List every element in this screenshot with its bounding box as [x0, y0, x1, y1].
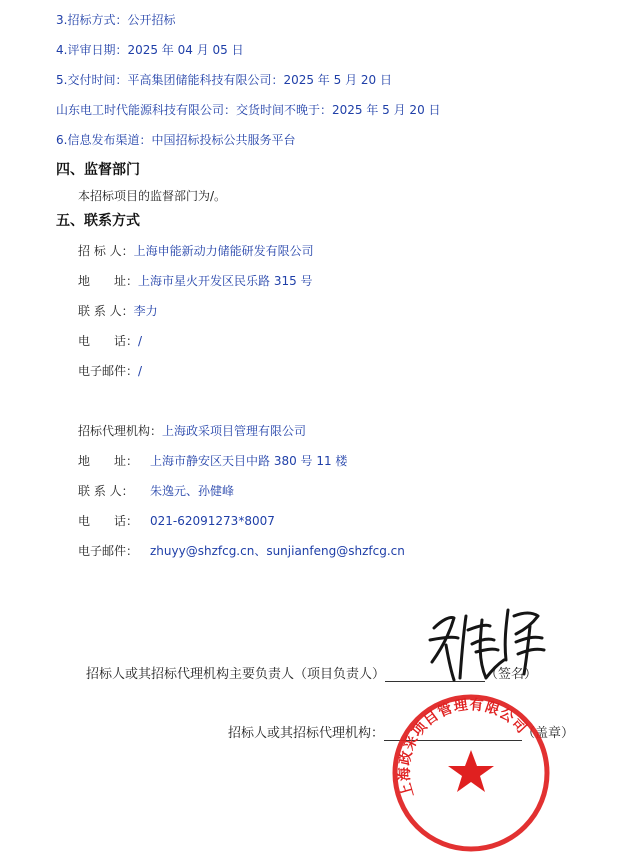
- agency-email: zhuyy@shzfcg.cn、sunjianfeng@shzfcg.cn: [150, 544, 405, 558]
- org-label: 招标人或其招标代理机构：: [228, 726, 385, 741]
- agency-addr: 上海市静安区天目中路 380 号 11 楼: [150, 454, 348, 468]
- bid-method-label: 3.招标方式：: [56, 13, 128, 27]
- review-date-value: 2025 年 04 月 05 日: [127, 43, 244, 57]
- bid-method-value: 公开招标: [127, 13, 176, 27]
- company-seal-stamp: [386, 688, 556, 853]
- tenderer-phone-label: 电 话：: [78, 334, 139, 348]
- tenderer-email-line: [78, 363, 142, 379]
- tenderer-addr-line: [78, 273, 313, 289]
- section4-heading: 四、监督部门: [56, 162, 140, 178]
- agency-phone-line: [78, 513, 275, 529]
- tenderer-contact-line: [78, 303, 158, 319]
- agency-phone: 021-62091273*8007: [150, 514, 275, 528]
- bid-method-line: [56, 12, 175, 28]
- handwritten-signature: [420, 590, 550, 690]
- sign-label: （签名）: [485, 667, 538, 682]
- delivery-value-2: 山东电工时代能源科技有限公司：交货时间不晚于：2025 年 5 月 20 日: [56, 103, 441, 117]
- tenderer-phone: /: [138, 334, 143, 348]
- channel-line: [56, 132, 295, 148]
- tenderer-name-label: 招 标 人：: [78, 244, 134, 258]
- delivery-value-1: 平高集团储能科技有限公司：2025 年 5 月 20 日: [127, 73, 392, 87]
- tenderer-phone-line: [78, 333, 142, 349]
- agency-phone-label: 电 话：: [78, 514, 139, 528]
- tenderer-email: /: [138, 364, 143, 378]
- agency-email-label: 电子邮件：: [78, 544, 139, 558]
- agency-name: 上海政采项目管理有限公司: [162, 424, 307, 438]
- tenderer-addr-label: 地 址：: [78, 274, 139, 288]
- agency-contact-line: [78, 483, 234, 499]
- tenderer-name: 上海申能新动力储能研发有限公司: [133, 244, 314, 258]
- tenderer-contact: 李力: [133, 304, 158, 318]
- agency-addr-label: 地 址：: [78, 454, 139, 468]
- seal-label: （盖章）: [522, 726, 575, 741]
- delivery-label: 5.交付时间：: [56, 73, 128, 87]
- review-date-line: [56, 42, 244, 58]
- tenderer-contact-label: 联 系 人：: [78, 304, 134, 318]
- channel-label: 6.信息发布渠道：: [56, 133, 152, 147]
- agency-contact-label: 联 系 人：: [78, 484, 134, 498]
- agency-name-line: [78, 423, 306, 439]
- channel-value: 中国招标投标公共服务平台: [151, 133, 296, 147]
- agency-addr-line: [78, 453, 347, 469]
- section4-body: 本招标项目的监督部门为/。: [78, 189, 227, 203]
- tenderer-addr: 上海市星火开发区民乐路 315 号: [138, 274, 313, 288]
- responsible-label: 招标人或其招标代理机构主要负责人（项目负责人）: [86, 667, 386, 682]
- review-date-label: 4.评审日期：: [56, 43, 128, 57]
- agency-email-line: [78, 543, 405, 559]
- agency-name-label: 招标代理机构：: [78, 424, 163, 438]
- delivery-line-2: [56, 102, 441, 118]
- delivery-line-1: [56, 72, 392, 88]
- tenderer-name-line: [78, 243, 314, 259]
- tenderer-email-label: 电子邮件：: [78, 364, 139, 378]
- svg-text:上海政采项目管理有限公司: 上海政采项目管理有限公司: [396, 697, 531, 799]
- agency-contact: 朱逸元、孙健峰: [150, 484, 235, 498]
- section5-heading: 五、联系方式: [56, 213, 140, 229]
